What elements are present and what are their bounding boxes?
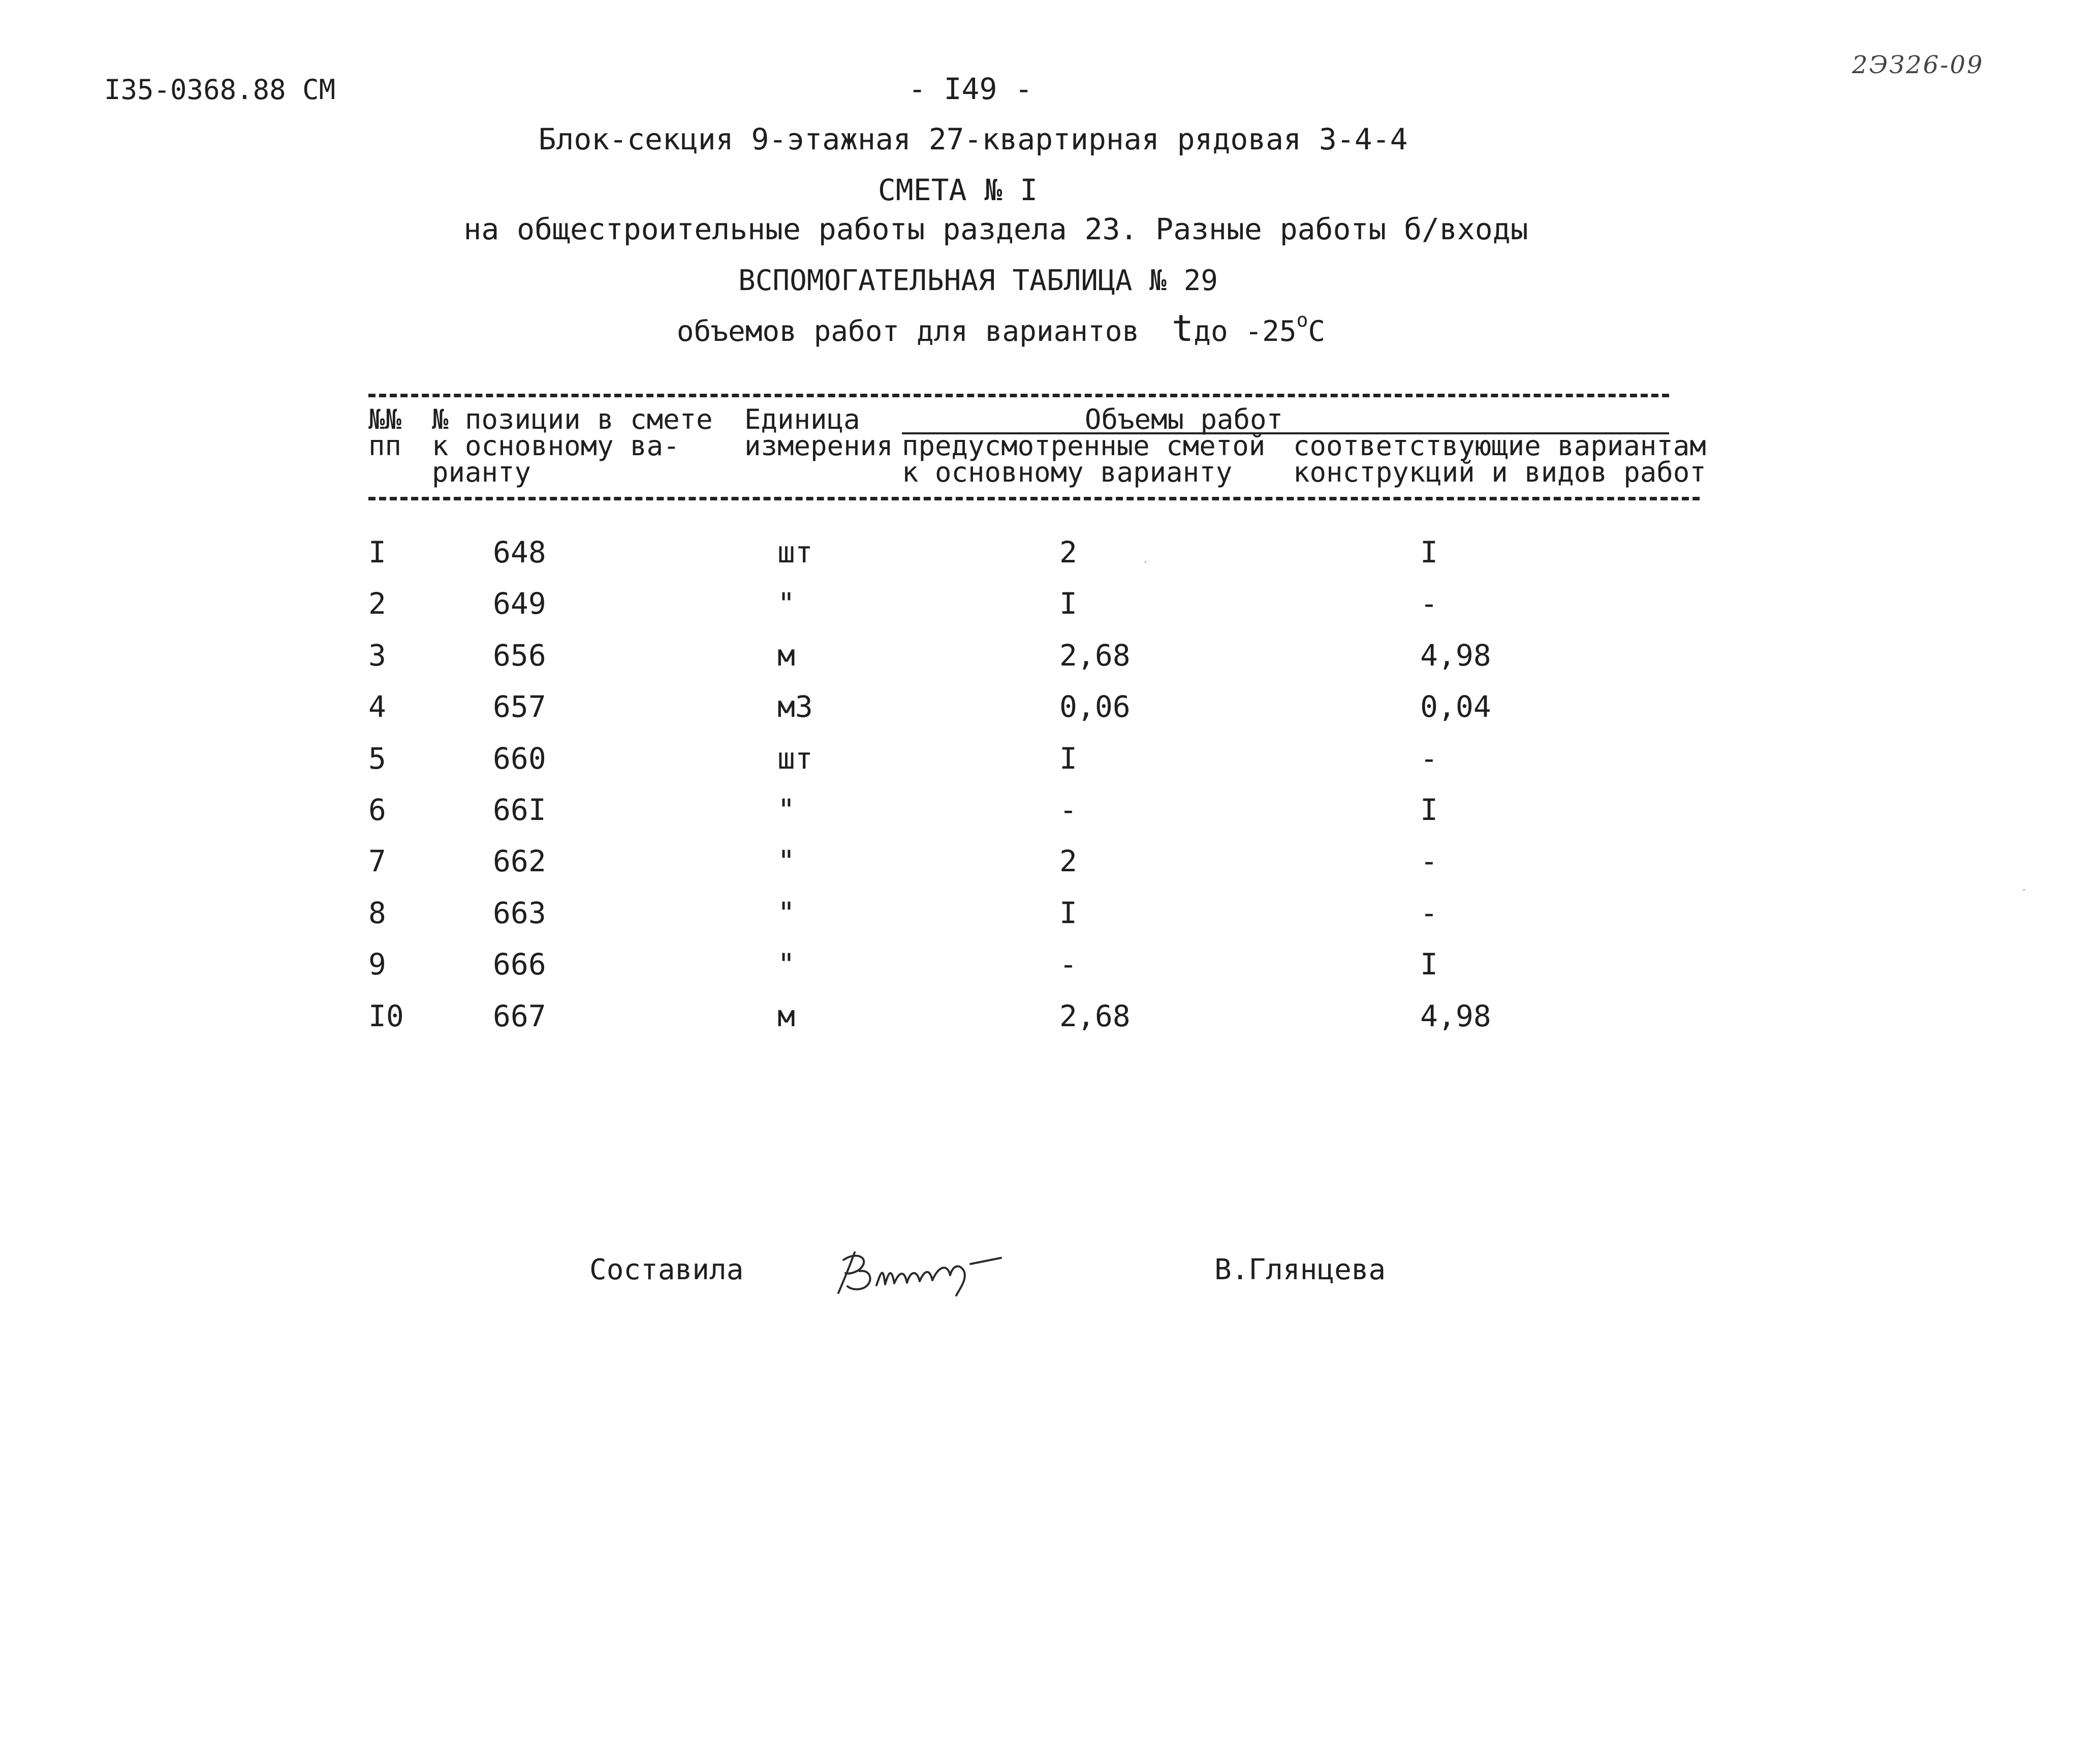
cell-unit: " <box>777 586 795 621</box>
cell-unit: м <box>777 999 795 1033</box>
signer-name: В.Глянцева <box>1214 1253 1386 1286</box>
header-base-variant <box>902 430 1266 488</box>
title-works: на общестроительные работы раздела 23. Разные работы б/входы <box>463 212 1528 246</box>
temperature-unit: С <box>1308 315 1326 348</box>
header-position-line3: рианту <box>432 456 531 488</box>
header-bottom-rule <box>368 497 1700 500</box>
cell-variant-volume: 0,04 <box>1420 689 1491 724</box>
cell-unit: м3 <box>777 689 813 724</box>
cell-variant-volume: - <box>1420 586 1438 621</box>
cell-row-number: I0 <box>368 999 404 1033</box>
header-unit <box>744 403 893 462</box>
temperature-symbol: t <box>1171 307 1194 350</box>
cell-variant-volume: 4,98 <box>1420 999 1491 1033</box>
cell-base-volume: 0,06 <box>1059 689 1131 724</box>
header-base-line1: предусмотренные сметой <box>902 430 1266 462</box>
cell-row-number: I <box>368 535 386 570</box>
cell-variant-volume: I <box>1420 535 1438 570</box>
cell-base-volume: 2,68 <box>1059 999 1131 1033</box>
cell-variant-volume: I <box>1420 947 1438 982</box>
cell-position: 667 <box>493 999 546 1033</box>
header-volumes: Объемы работ <box>1084 403 1283 435</box>
cell-position: 666 <box>493 947 546 982</box>
header-num <box>368 403 402 462</box>
cell-variant-volume: 4,98 <box>1420 638 1491 673</box>
cell-row-number: 4 <box>368 689 386 724</box>
cell-row-number: 5 <box>368 741 386 776</box>
cell-row-number: 7 <box>368 844 386 878</box>
header-position-line1: № позиции в смете <box>432 403 713 435</box>
cell-unit: " <box>777 896 795 930</box>
cell-row-number: 9 <box>368 947 386 982</box>
cell-position: 663 <box>493 896 546 930</box>
header-position-line2: к основному ва- <box>432 430 680 462</box>
title-block-section: Блок-секция 9-этажная 27-квартирная рядовая 3-4-4 <box>538 122 1408 156</box>
header-variants-line1: соответствующие вариантам <box>1293 430 1706 462</box>
header-unit-line1: Единица <box>744 403 860 435</box>
cell-base-volume: I <box>1059 896 1077 930</box>
cell-position: 657 <box>493 689 546 724</box>
cell-position: 66I <box>493 793 546 827</box>
cell-variant-volume: - <box>1420 896 1438 930</box>
cell-base-volume: 2 <box>1059 535 1077 570</box>
archive-number: 2ЭЗ26-09 <box>1852 51 1984 79</box>
degree-symbol: o <box>1296 309 1308 332</box>
header-base-line2: к основному варианту <box>902 456 1233 488</box>
header-variants <box>1293 430 1706 488</box>
cell-base-volume: 2 <box>1059 844 1077 878</box>
scan-speck <box>1145 561 1146 563</box>
cell-row-number: 2 <box>368 586 386 621</box>
temperature-range: до -25 <box>1194 315 1297 348</box>
table-top-rule <box>368 394 1669 397</box>
cell-base-volume: - <box>1059 793 1077 827</box>
cell-unit: " <box>777 947 795 982</box>
signature <box>823 1240 1037 1301</box>
cell-row-number: 8 <box>368 896 386 930</box>
cell-unit: " <box>777 793 795 827</box>
cell-base-volume: 2,68 <box>1059 638 1131 673</box>
cell-position: 662 <box>493 844 546 878</box>
cell-variant-volume: I <box>1420 793 1438 827</box>
cell-row-number: 6 <box>368 793 386 827</box>
cell-unit: шт <box>777 741 813 776</box>
compiled-by-label: Составила <box>589 1253 744 1286</box>
header-unit-line2: измерения <box>744 430 893 462</box>
cell-variant-volume: - <box>1420 844 1438 878</box>
cell-position: 656 <box>493 638 546 673</box>
cell-position: 660 <box>493 741 546 776</box>
page-number: - I49 - <box>908 72 1033 106</box>
header-num-line1: №№ <box>368 403 402 435</box>
header-num-line2: пп <box>368 430 402 462</box>
cell-position: 648 <box>493 535 546 570</box>
document-code: I35-0368.88 СМ <box>104 74 336 106</box>
cell-base-volume: I <box>1059 586 1077 621</box>
cell-variant-volume: - <box>1420 741 1438 776</box>
cell-row-number: 3 <box>368 638 386 673</box>
title-aux-table: ВСПОМОГАТЕЛЬНАЯ ТАБЛИЦА № 29 <box>738 264 1218 297</box>
scan-speck <box>2023 889 2025 891</box>
cell-base-volume: - <box>1059 947 1077 982</box>
cell-unit: " <box>777 844 795 878</box>
cell-unit: м <box>777 638 795 673</box>
header-variants-line2: конструкций и видов работ <box>1293 456 1706 488</box>
cell-base-volume: I <box>1059 741 1077 776</box>
header-position <box>432 403 713 488</box>
title-estimate: СМЕТА № I <box>877 173 1038 207</box>
title-volumes <box>676 307 1326 350</box>
cell-position: 649 <box>493 586 546 621</box>
cell-unit: шт <box>777 535 813 570</box>
volumes-text: объемов работ для вариантов <box>676 315 1140 348</box>
